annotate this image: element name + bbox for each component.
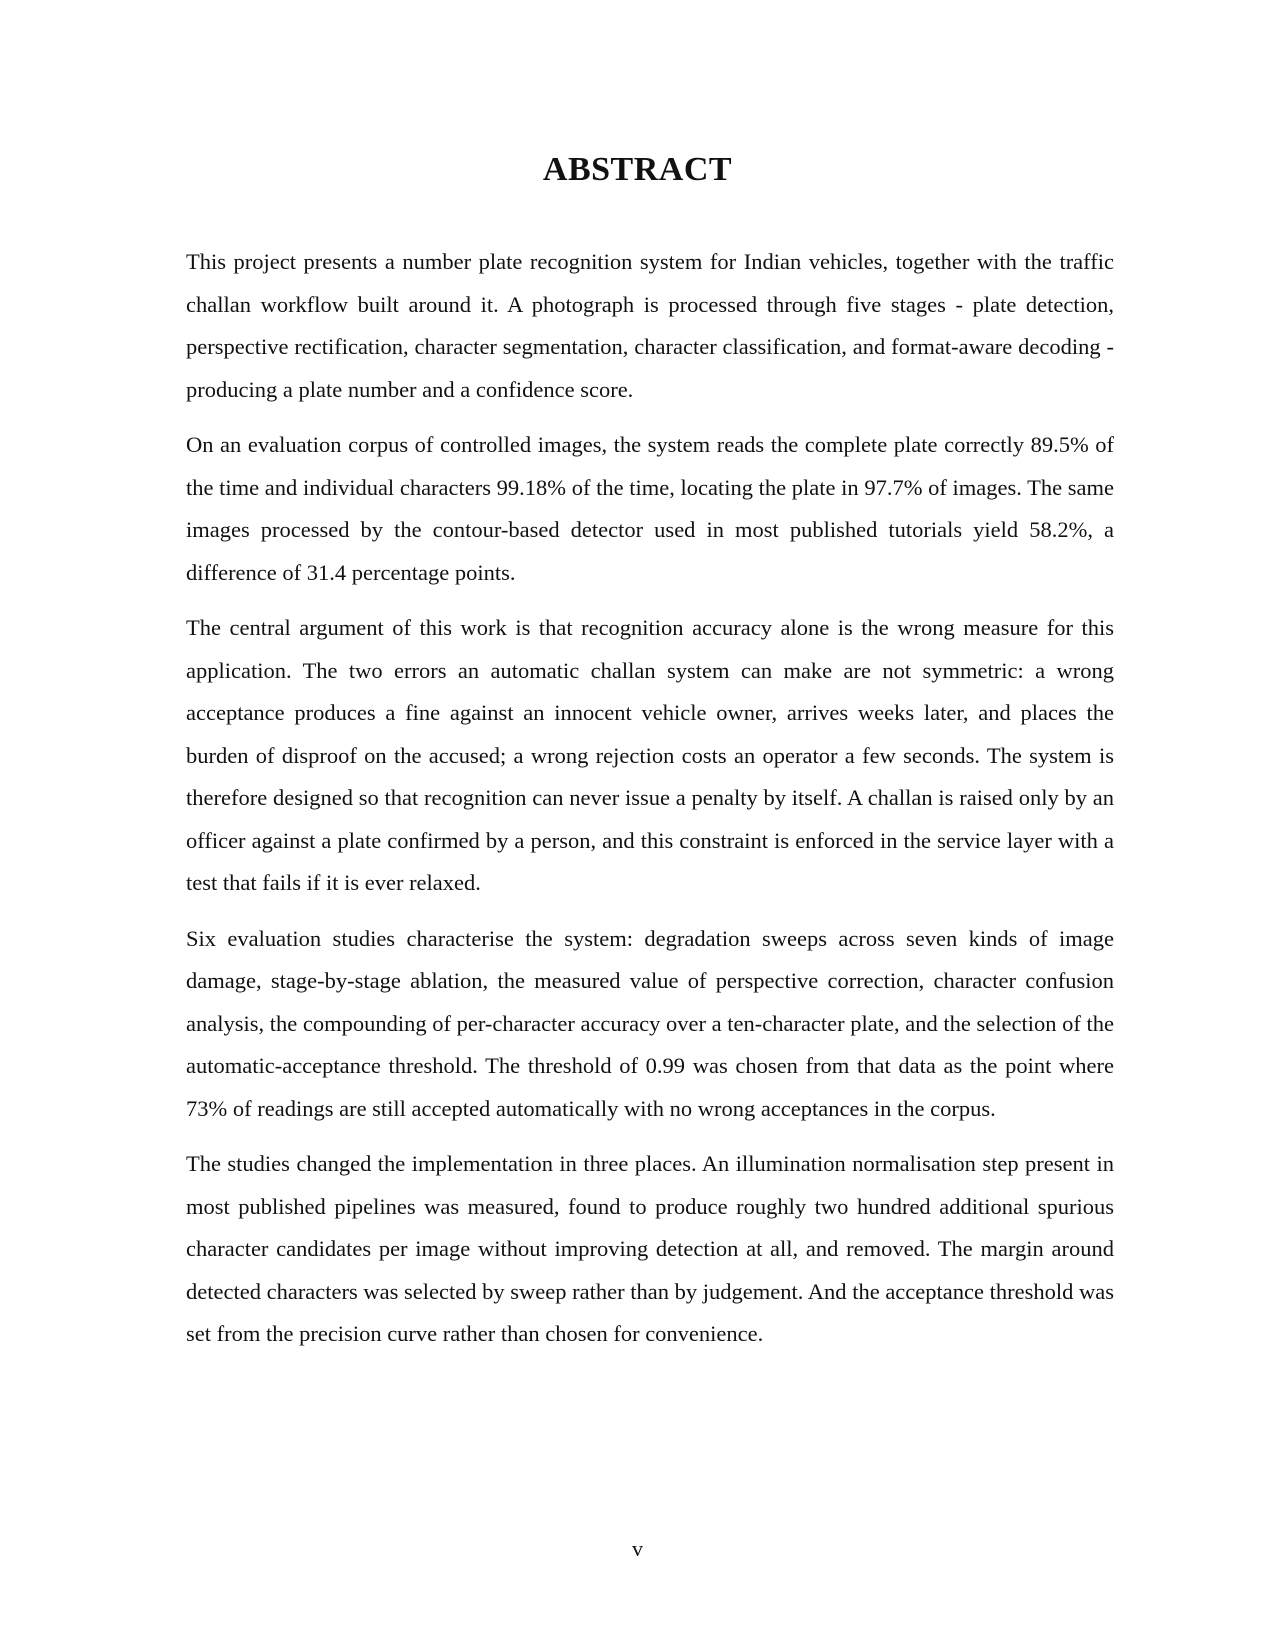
paragraph-1: This project presents a number plate recognition system for Indian vehicles, together with the traffic challan workflow built around it. A photograph is processed through five stages - plate detection, perspective rectification, character segmentation, character classification, and format-aware decoding - producing a plate number and a confidence score. bbox=[186, 249, 1114, 402]
paragraph-2: On an evaluation corpus of controlled images, the system reads the complete plate correctly 89.5% of the time and individual characters 99.18% of the time, locating the plate in 97.7% of images. The same images processed by the contour-based detector used in most published tutorials yield 58.2%, a difference of 31.4 percentage points. bbox=[186, 432, 1114, 585]
paragraph-4: Six evaluation studies characterise the system: degradation sweeps across seven kinds of image damage, stage-by-stage ablation, the measured value of perspective correction, character confusion analysis, the compounding of per-character accuracy over a ten-character plate, and the selection of the automatic-acceptance threshold. The threshold of 0.99 was chosen from that data as the point where 73% of readings are still accepted automatically with no wrong acceptances in the corpus. bbox=[186, 925, 1114, 1121]
page-title: ABSTRACT bbox=[542, 151, 733, 188]
page-number: v bbox=[632, 1536, 643, 1561]
abstract-body bbox=[186, 241, 1114, 1369]
paragraph-3: The central argument of this work is that recognition accuracy alone is the wrong measure for this application. The two errors an automatic challan system can make are not symmetric: a wrong acceptance produces a fine against an innocent vehicle owner, arrives weeks later, and places the burden of disproof on the accused; a wrong rejection costs an operator a few seconds. The system is therefore designed so that recognition can never issue a penalty by itself. A challan is raised only by an officer against a plate confirmed by a person, and this constraint is enforced in the service layer with a test that fails if it is ever relaxed. bbox=[186, 615, 1114, 895]
paragraph-5: The studies changed the implementation in three places. An illumination normalisation step present in most published pipelines was measured, found to produce roughly two hundred additional spurious character candidates per image without improving detection at all, and removed. The margin around detected characters was selected by sweep rather than by judgement. And the acceptance threshold was set from the precision curve rather than chosen for convenience. bbox=[186, 1151, 1114, 1346]
